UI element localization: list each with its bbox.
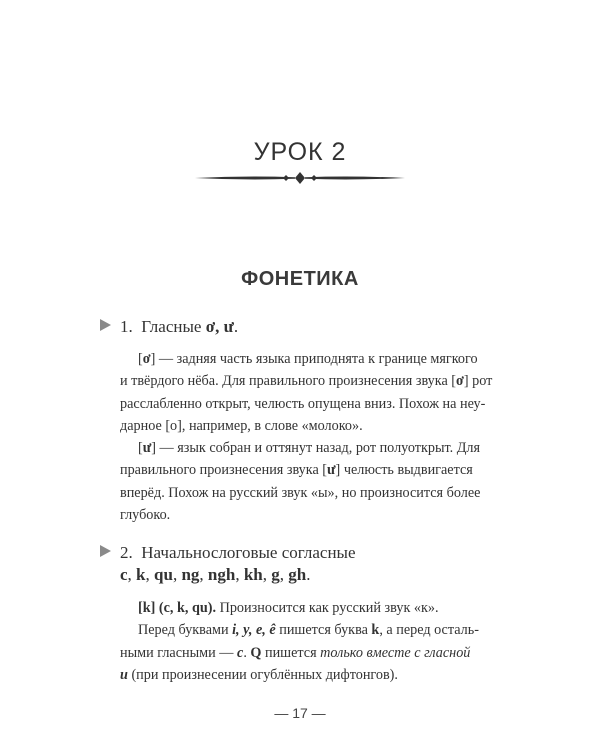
paragraph-u-vowel: [ư] — язык собран и оттянут назад, рот полуоткрыт. Для правильного произнесения звука [ư] челюсть выдвигается вперёд. Похож на русский звук «ы», но произносится более глубоко. [120, 440, 481, 523]
item-label: Начальнослоговые согласные [141, 543, 356, 562]
triangle-bullet-icon [100, 319, 111, 331]
consonant-letters: c, k, qu, ng, ngh, kh, g, gh. [120, 565, 311, 584]
item-label: Гласные [141, 317, 202, 336]
ornament-divider-icon [195, 170, 405, 186]
item-letters: ơ, ư [205, 317, 234, 336]
page-number: — 17 — [274, 705, 326, 721]
lesson-title: УРОК 2 [253, 138, 347, 166]
item-heading-consonants [100, 542, 356, 586]
section-title: ФОНЕТИКА [241, 268, 359, 290]
triangle-bullet-icon [100, 545, 111, 557]
paragraph-k-consonant: [k] (c, k, qu). Произносится как русский звук «к». Перед буквами i, y, e, ê пишется буква k, а перед осталь- ными гласными — c. Q пишется только вместе с гласной u (при произнесении огублённых дифтонгов). [120, 600, 479, 683]
paragraph-o-vowel: [ơ] — задняя часть языка приподнята к границе мягкого и твёрдого нёба. Для правильного произнесения звука [ơ] рот расслабленно открыт, челюсть опущена вниз. Похож на неу- дарное [о], например, в слове «молоко». [120, 351, 493, 434]
item-heading-vowels: 1. Гласные ơ, ư. [100, 316, 238, 338]
item-number: 1. [120, 317, 133, 336]
item-number: 2. [120, 543, 133, 562]
